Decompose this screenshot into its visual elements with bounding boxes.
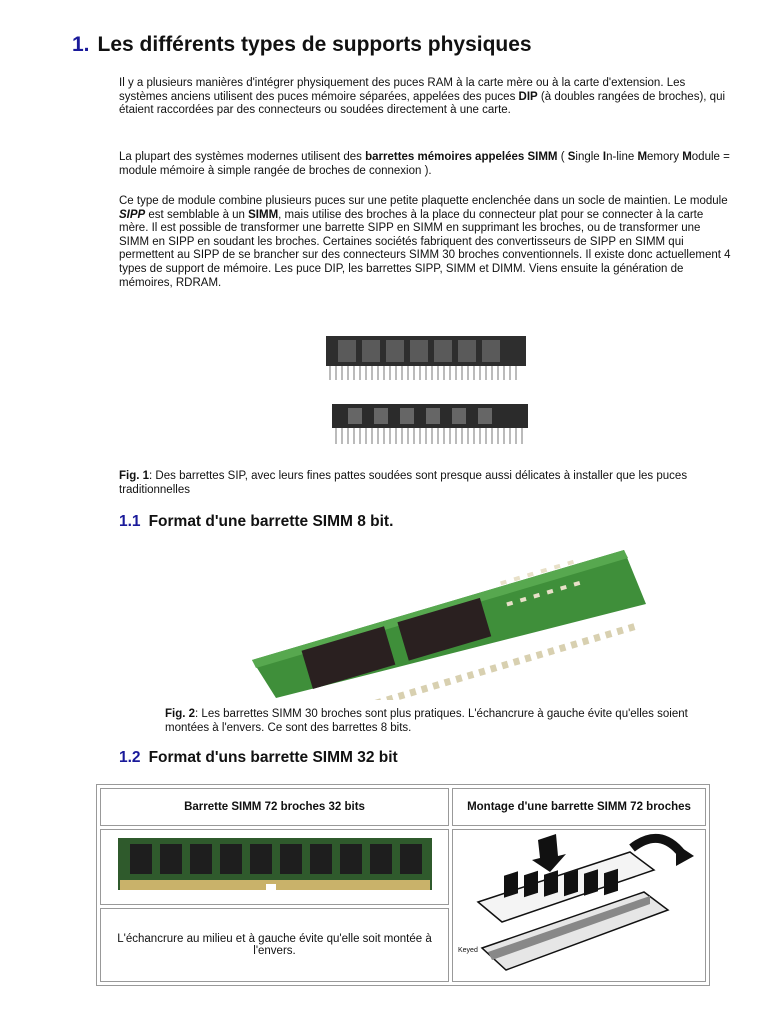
figure-2-caption: Fig. 2: Les barrettes SIMM 30 broches sont plus pratiques. L'échancrure à gauche évite qu'elles soient montées à l'envers. Ce sont des barrettes 8 bits.	[165, 708, 688, 734]
table-header-left: Barrette SIMM 72 broches 32 bits	[100, 788, 449, 826]
section-1-2-heading: 1.2 Format d'uns barrette SIMM 32 bit	[119, 749, 398, 766]
section-number: 1.	[72, 33, 90, 56]
table-note-cell	[100, 908, 449, 982]
simm-72-table	[96, 784, 710, 986]
simm-72-pin-image	[116, 836, 434, 896]
simm-72-photo-cell	[100, 829, 449, 905]
simm-30-pin-image	[248, 548, 648, 700]
section-title: Les différents types de supports physiques	[97, 33, 532, 56]
simm-installation-cell	[452, 829, 706, 982]
section-1-heading	[72, 33, 532, 57]
figure-1-caption: Fig. 1: Des barrettes SIP, avec leurs fines pattes soudées sont presque aussi délicates à installer que les puces traditionnelles	[119, 470, 688, 496]
paragraph-intro: Il y a plusieurs manières d'intégrer physiquement des puces RAM à la carte mère ou à la carte d'extension. Les systèmes anciens utilisent des puces mémoire séparées, appelées des puces DIP (à doubles rangées de broches), qui étaient raccordées par des connecteurs ou soudées directement à une carte.	[119, 77, 726, 117]
table-note: L'échancrure au milieu et à gauche évite qu'elle soit montée à l'envers.	[117, 933, 432, 957]
keyed-label: Keyed	[458, 947, 478, 954]
table-header-right: Montage d'une barrette SIMM 72 broches	[452, 788, 706, 826]
paragraph-simm: La plupart des systèmes modernes utilisent des barrettes mémoires appelées SIMM ( Single In-line Memory Module = module mémoire à simple rangée de broches de connexion ).	[119, 151, 730, 177]
paragraph-sipp: Ce type de module combine plusieurs puces sur une petite plaquette enclenchée dans un socle de maintien. Le module SIPP est semblable à un SIMM, mais utilise des broches à la place du connecteur plat pour se connecter à la carte mère. Il est possible de transformer une barrette SIPP en SIMM en supprimant les broches, ou de transformer une SIMM en SIPP en soudant les broches. Certaines sociétés fabriquent des convertisseurs de SIPP en SIMM qui permettent au SIPP de se brancher sur des connecteurs SIMM 30 broches conventionnels. Il existe donc actuellement 4 types de support de mémoire. Les puce DIP, les barrettes SIPP, SIMM et DIMM. Viens ensuite la génération de mémoires, RDRAM.	[119, 195, 731, 289]
section-1-1-heading: 1.1 Format d'une barrette SIMM 8 bit.	[119, 513, 394, 530]
sip-modules-image	[318, 330, 532, 452]
simm-installation-diagram	[454, 830, 704, 978]
